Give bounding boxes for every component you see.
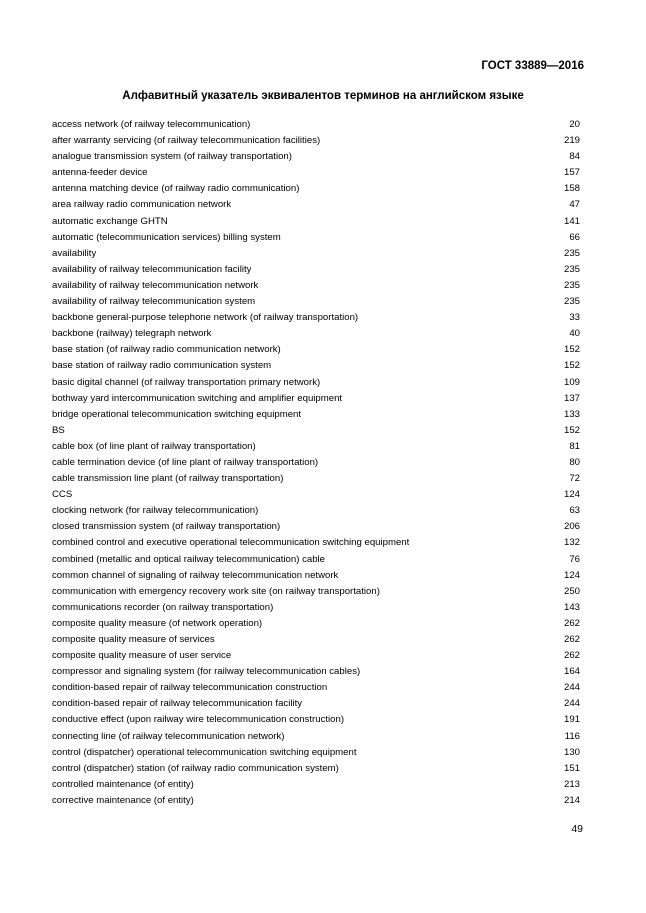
entry-term: base station (of railway radio communication network) <box>52 344 281 356</box>
entry-term: control (dispatcher) station (of railway radio communication system) <box>52 762 339 774</box>
index-entry <box>52 712 580 728</box>
entry-page-number: 244 <box>563 698 580 710</box>
index-entry <box>52 519 580 535</box>
index-entry <box>52 777 580 793</box>
entry-page-number: 250 <box>563 585 580 597</box>
entry-term: controlled maintenance (of entity) <box>52 778 194 790</box>
index-entry <box>52 600 580 616</box>
index-entry <box>52 535 580 551</box>
entry-page-number: 76 <box>569 553 580 565</box>
entry-page-number: 235 <box>563 263 580 275</box>
index-entry <box>52 584 580 600</box>
index-entry <box>52 455 580 471</box>
entry-term: BS <box>52 424 65 436</box>
entry-term: availability of railway telecommunication network <box>52 279 259 291</box>
entry-page-number: 63 <box>569 505 580 517</box>
index-entry <box>52 326 580 342</box>
index-entry <box>52 149 580 165</box>
index-entry <box>52 391 580 407</box>
entry-page-number: 244 <box>563 682 580 694</box>
index-entry <box>52 487 580 503</box>
entry-term: base station of railway radio communication system <box>52 360 272 372</box>
entry-page-number: 235 <box>563 247 580 259</box>
index-entry <box>52 568 580 584</box>
entry-page-number: 20 <box>569 119 580 130</box>
entry-term: CCS <box>52 489 73 501</box>
index-entry <box>52 165 580 181</box>
entry-term: basic digital channel (of railway transportation primary network) <box>52 376 321 388</box>
entry-page-number: 206 <box>563 521 580 533</box>
entry-term: combined (metallic and optical railway telecommunication) cable <box>52 553 326 565</box>
entry-page-number: 124 <box>563 569 580 581</box>
index-entry <box>52 664 580 680</box>
entry-term: automatic exchange GHTN <box>52 215 168 227</box>
entry-page-number: 219 <box>563 135 580 147</box>
entry-page-number: 137 <box>563 392 580 404</box>
index-entry <box>52 262 580 278</box>
entry-term: access network (of railway telecommunication) <box>52 119 251 130</box>
entry-term: combined control and executive operational telecommunication switching equipment <box>52 537 410 549</box>
document-code: ГОСТ 33889—2016 <box>481 60 584 72</box>
entry-page-number: 116 <box>564 730 580 742</box>
entry-term: bridge operational telecommunication switching equipment <box>52 408 302 420</box>
index-entry <box>52 407 580 423</box>
entry-page-number: 262 <box>563 634 580 645</box>
entry-page-number: 133 <box>563 408 580 420</box>
entry-term: communication with emergency recovery work site (on railway transportation) <box>52 585 380 597</box>
index-entry <box>52 648 580 664</box>
entry-term: communications recorder (on railway transportation) <box>52 601 274 613</box>
index-entry <box>52 375 580 391</box>
entry-term: corrective maintenance (of entity) <box>52 794 194 806</box>
index-entry <box>52 214 580 230</box>
index-entry <box>52 246 580 262</box>
index-entry <box>52 230 580 246</box>
term-index-list <box>52 117 580 809</box>
entry-page-number: 109 <box>563 376 580 388</box>
entry-term: conductive effect (upon railway wire telecommunication construction) <box>52 714 345 726</box>
index-entry <box>52 696 580 712</box>
entry-page-number: 152 <box>563 344 580 356</box>
entry-page-number: 81 <box>569 440 580 452</box>
entry-term: antenna-feeder device <box>52 167 148 179</box>
entry-page-number: 157 <box>563 167 580 179</box>
entry-page-number: 235 <box>563 296 580 308</box>
index-entry <box>52 310 580 326</box>
entry-term: connecting line (of railway telecommunication network) <box>52 730 285 742</box>
index-entry <box>52 471 580 487</box>
entry-term: availability of railway telecommunication system <box>52 296 256 308</box>
entry-page-number: 66 <box>569 231 580 243</box>
entry-page-number: 152 <box>563 360 580 372</box>
entry-page-number: 143 <box>563 601 580 613</box>
index-entry <box>52 181 580 197</box>
index-entry <box>52 745 580 761</box>
entry-term: composite quality measure of services <box>52 634 215 645</box>
entry-page-number: 151 <box>563 762 580 774</box>
entry-term: composite quality measure (of network operation) <box>52 617 263 629</box>
index-entry <box>52 117 580 133</box>
index-entry <box>52 439 580 455</box>
entry-term: area railway radio communication network <box>52 199 232 211</box>
entry-term: cable termination device (of line plant of railway transportation) <box>52 456 319 468</box>
entry-term: bothway yard intercommunication switching and amplifier equipment <box>52 392 343 404</box>
entry-page-number: 40 <box>569 328 580 340</box>
entry-term: compressor and signaling system (for railway telecommunication cables) <box>52 666 361 678</box>
entry-page-number: 124 <box>563 489 580 501</box>
page-number: 49 <box>571 823 583 835</box>
entry-page-number: 132 <box>563 537 580 549</box>
entry-term: common channel of signaling of railway telecommunication network <box>52 569 339 581</box>
index-entry <box>52 342 580 358</box>
entry-page-number: 130 <box>563 746 580 758</box>
entry-term: cable box (of line plant of railway transportation) <box>52 440 256 452</box>
entry-term: automatic (telecommunication services) billing system <box>52 231 281 243</box>
entry-term: clocking network (for railway telecommunication) <box>52 505 259 517</box>
entry-page-number: 262 <box>563 617 580 629</box>
index-entry <box>52 278 580 294</box>
entry-page-number: 84 <box>569 151 580 163</box>
entry-term: control (dispatcher) operational telecommunication switching equipment <box>52 746 357 758</box>
entry-page-number: 214 <box>563 794 580 806</box>
entry-term: availability <box>52 247 97 259</box>
entry-page-number: 213 <box>563 778 580 790</box>
entry-term: closed transmission system (of railway transportation) <box>52 521 281 533</box>
entry-page-number: 262 <box>563 650 580 662</box>
index-entry <box>52 294 580 310</box>
entry-page-number: 33 <box>569 312 580 324</box>
index-entry <box>52 197 580 213</box>
index-entry <box>52 729 580 745</box>
entry-term: analogue transmission system (of railway transportation) <box>52 151 292 163</box>
entry-term: condition-based repair of railway telecommunication construction <box>52 682 328 694</box>
entry-page-number: 72 <box>569 473 580 485</box>
index-entry <box>52 423 580 439</box>
entry-page-number: 164 <box>563 666 580 678</box>
entry-page-number: 80 <box>569 456 580 468</box>
index-entry <box>52 358 580 374</box>
index-entry <box>52 761 580 777</box>
entry-page-number: 158 <box>563 183 580 195</box>
entry-term: antenna matching device (of railway radio communication) <box>52 183 300 195</box>
entry-page-number: 152 <box>563 424 580 436</box>
entry-term: backbone (railway) telegraph network <box>52 328 212 340</box>
entry-term: backbone general-purpose telephone network (of railway transportation) <box>52 312 359 324</box>
index-entry <box>52 793 580 809</box>
entry-page-number: 191 <box>563 714 580 726</box>
index-title: Алфавитный указатель эквивалентов терминов на английском языке <box>122 90 524 102</box>
entry-term: availability of railway telecommunication facility <box>52 263 252 275</box>
index-entry <box>52 632 580 648</box>
index-entry <box>52 503 580 519</box>
entry-page-number: 141 <box>563 215 580 227</box>
entry-term: composite quality measure of user service <box>52 650 232 662</box>
index-entry <box>52 133 580 149</box>
entry-term: after warranty servicing (of railway telecommunication facilities) <box>52 135 321 147</box>
entry-page-number: 235 <box>563 279 580 291</box>
index-entry <box>52 552 580 568</box>
entry-term: condition-based repair of railway telecommunication facility <box>52 698 303 710</box>
entry-term: cable transmission line plant (of railway transportation) <box>52 473 284 485</box>
entry-page-number: 47 <box>569 199 580 211</box>
index-entry <box>52 616 580 632</box>
index-entry <box>52 680 580 696</box>
